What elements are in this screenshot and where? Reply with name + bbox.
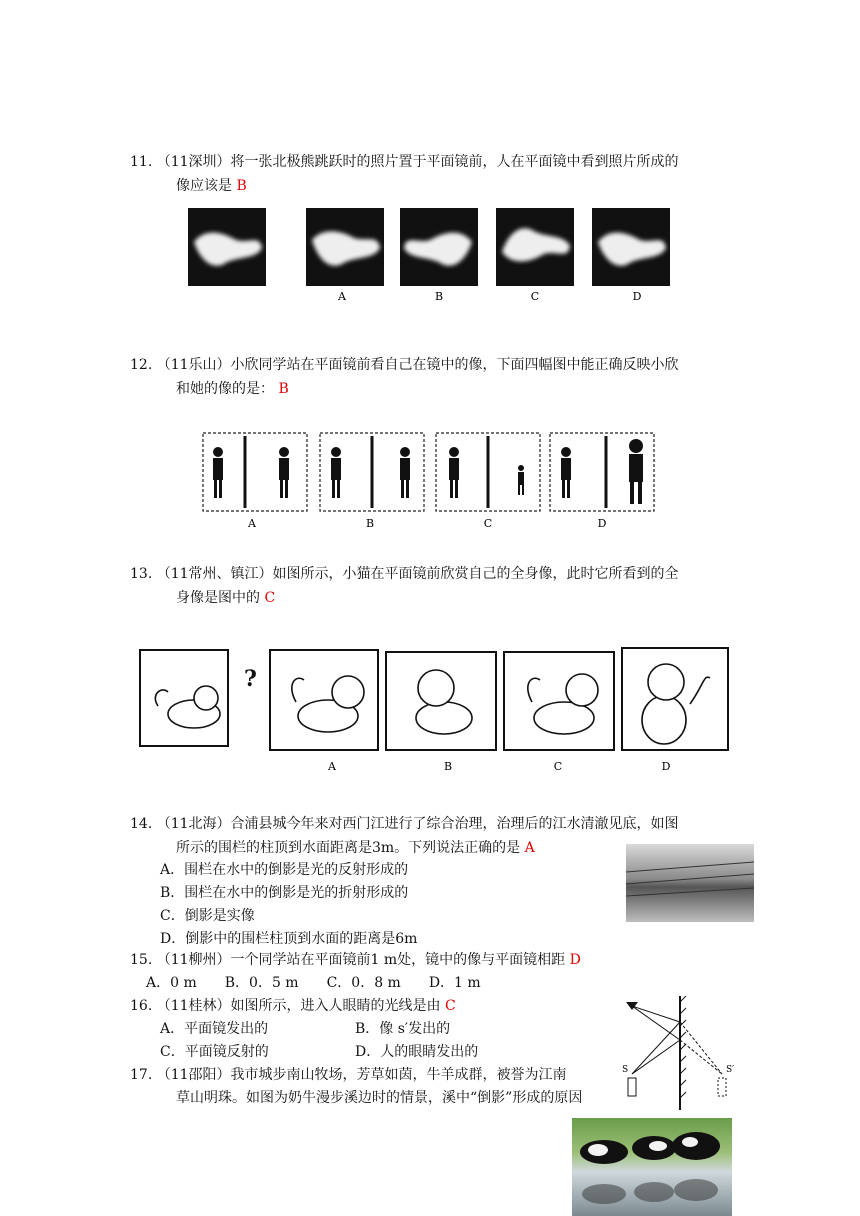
q15-options: A．0 m B．0．5 m C．0．8 m D．1 m (146, 975, 481, 991)
q11-label-a: A (338, 290, 346, 303)
q12-line2 (176, 379, 289, 399)
svg-text:S′: S′ (726, 1065, 735, 1075)
q11-line2 (176, 176, 247, 196)
q12-label-b: B (365, 517, 375, 530)
q12-label-d: D (597, 517, 607, 530)
q14-photo (626, 844, 754, 922)
q13-label-b: B (443, 760, 453, 773)
q13-stem: 身像是图中的 (176, 590, 260, 606)
q12-answer: B (278, 381, 289, 397)
q17-line1: 17. （11邵阳）我市城步南山牧场，芳草如茵，牛羊成群，被誉为江南 (130, 1067, 567, 1083)
q13-label-d: D (661, 760, 671, 773)
q12-figure (200, 430, 660, 530)
q15-answer: D (569, 952, 581, 968)
q14-option-b: B．围栏在水中的倒影是光的折射形成的 (160, 885, 409, 901)
q14-option-d: D．倒影中的围栏柱顶到水面的距离是6m (160, 931, 418, 947)
q11-label-b: B (434, 290, 444, 303)
q12-stem: 和她的像的是： (176, 381, 274, 397)
q16-option-a: A．平面镜发出的 (160, 1021, 269, 1037)
q13-label-c: C (553, 760, 563, 773)
q11-stem: 像应该是 (176, 178, 232, 194)
q14-option-c: C．倒影是实像 (160, 908, 255, 924)
q11-answer: B (236, 178, 247, 194)
q12-label-a: A (248, 517, 256, 530)
q16-stem: 16. （11桂林）如图所示，进入人眼睛的光线是由 (130, 998, 441, 1014)
q12-line1: 12. （11乐山）小欣同学站在平面镜前看自己在镜中的像，下面四幅图中能正确反映小欣 (130, 357, 679, 373)
q16-option-d: D．人的眼睛发出的 (355, 1044, 479, 1060)
q14-option-a: A．围栏在水中的倒影是光的反射形成的 (160, 862, 409, 878)
q16-answer: C (444, 998, 456, 1014)
q14-stem: 所示的围栏的柱顶到水面距离是3m。下列说法正确的是 (176, 840, 521, 856)
q16-option-b: B．像 s′发出的 (355, 1021, 451, 1037)
q17-line2: 草山明珠。如图为奶牛漫步溪边时的情景，溪中“倒影”形成的原因 (176, 1090, 583, 1106)
q11-figure (176, 204, 676, 304)
q13-figure (136, 644, 732, 776)
svg-text:?: ? (244, 666, 257, 692)
q14-answer: A (524, 840, 535, 856)
q11-label-d: D (632, 290, 642, 303)
q13-line1: 13. （11常州、镇江）如图所示，小猫在平面镜前欣赏自己的全身像，此时它所看到的全 (130, 566, 679, 582)
q11-label-c: C (530, 290, 540, 303)
q11-line1: 11. （11深圳）将一张北极熊跳跃时的照片置于平面镜前，人在平面镜中看到照片所成的 (130, 154, 679, 170)
q15-line1 (130, 950, 581, 970)
q13-line2 (176, 588, 275, 608)
q13-label-a: A (328, 760, 336, 773)
q12-label-c: C (483, 517, 493, 530)
q14-line2 (176, 838, 535, 858)
q16-option-c: C．平面镜反射的 (160, 1044, 269, 1060)
q16-line1 (130, 996, 456, 1016)
q13-answer: C (264, 590, 276, 606)
svg-text:S: S (622, 1065, 629, 1075)
q16-diagram (618, 992, 738, 1114)
q14-line1: 14. （11北海）合浦县城今年来对西门江进行了综合治理，治理后的江水清澈见底，如图 (130, 816, 679, 832)
q17-photo (572, 1118, 732, 1216)
q15-stem: 15. （11柳州）一个同学站在平面镜前1 m处，镜中的像与平面镜相距 (130, 952, 566, 968)
